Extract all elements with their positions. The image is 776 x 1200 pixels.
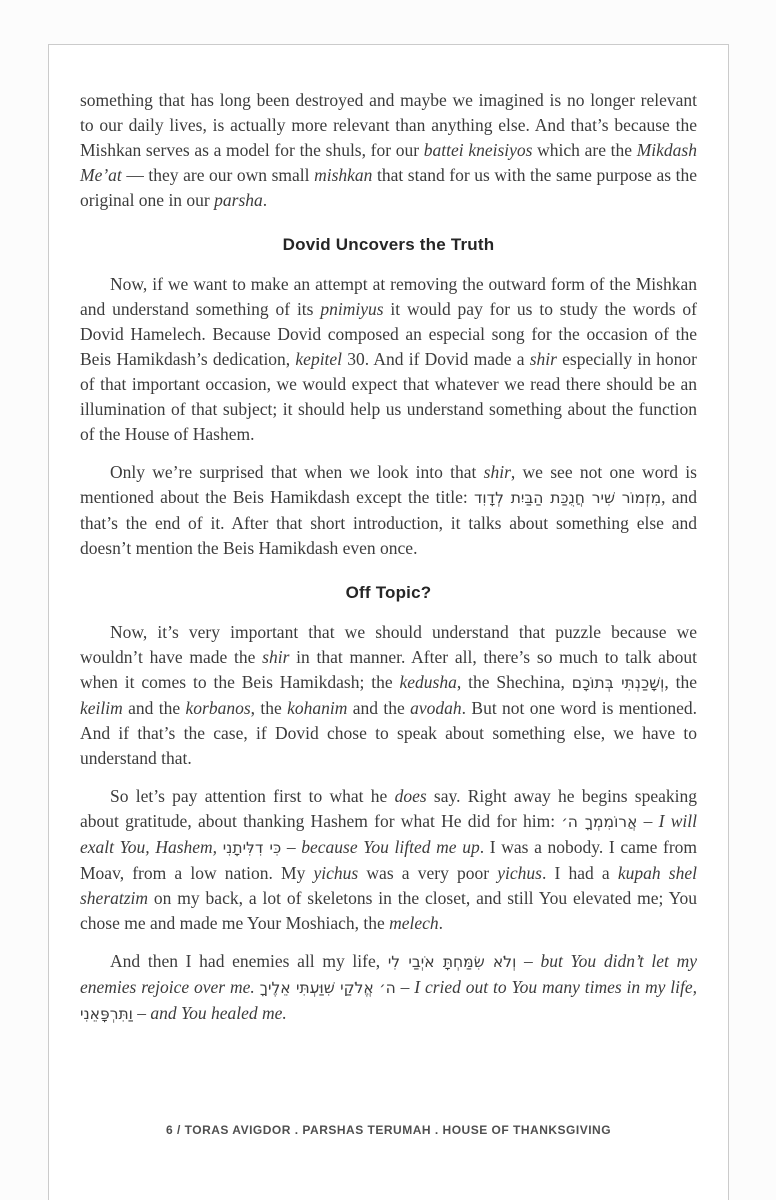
italic-text: pnimiyus bbox=[320, 299, 384, 319]
paragraph bbox=[80, 272, 697, 447]
body-text: So let’s pay attention first to what he bbox=[110, 786, 395, 806]
hebrew-phrase: וְלֹא שִׂמַּחְתָּ אֹיְבַי לִי bbox=[387, 953, 517, 971]
body-text: Only we’re surprised that when we look into that bbox=[110, 462, 484, 482]
body-text: something that has long been destroyed and maybe we imagined is no longer relevant to our daily lives, is actually more relevant than anything else. And that’s because the Mishkan serves as a model for the shuls, for our bbox=[80, 90, 697, 160]
italic-text: does bbox=[394, 786, 427, 806]
body-text: . bbox=[262, 190, 268, 210]
body-text: , and that’s the end of it. After that short introduction, it talks about something else and doesn’t mention the Beis Hamikdash even once. bbox=[80, 487, 697, 558]
body-text: especially in honor of that important occasion, we would expect that whatever we read there should be an illumination of that subject; it should help us understand something about the function of the House of Hashem. bbox=[80, 349, 698, 444]
body-text: , the bbox=[250, 698, 288, 718]
body-text: which are the bbox=[532, 140, 637, 160]
italic-text: kepitel bbox=[295, 349, 343, 369]
italic-text: melech bbox=[389, 913, 439, 933]
italic-text: keilim bbox=[80, 698, 123, 718]
italic-text: korbanos bbox=[185, 698, 251, 718]
body-text: and the bbox=[347, 698, 411, 718]
body-text: – bbox=[637, 811, 659, 831]
paragraph bbox=[80, 949, 697, 1027]
italic-text: kohanim bbox=[287, 698, 348, 718]
body-text: , the Shechina, bbox=[456, 672, 572, 692]
body-text: . bbox=[438, 913, 444, 933]
body-text: was a very poor bbox=[358, 863, 498, 883]
italic-text: mishkan bbox=[314, 165, 373, 185]
body-text: – bbox=[395, 977, 415, 997]
hebrew-phrase: וַתִּרְפָּאֵנִי bbox=[80, 1005, 133, 1023]
page-sheet bbox=[48, 44, 729, 1200]
italic-text: yichus bbox=[313, 863, 359, 883]
body-text: Now, if we want to make an attempt at removing the outward form of the Mishkan and understand something of its bbox=[80, 274, 697, 319]
body-text: in that manner. After all, there’s so much to talk about when it comes to the Beis Hamikdash; the bbox=[80, 647, 697, 692]
italic-text: shir bbox=[262, 647, 290, 667]
hebrew-phrase: אֲרוֹמִמְךָ ה׳ bbox=[561, 813, 638, 831]
paragraph bbox=[80, 460, 697, 561]
hebrew-phrase: מִזְמוֹר שִׁיר חֲנֻכַּת הַבַּיִת לְדָוִד bbox=[473, 489, 662, 507]
body-text: , we see not one word is mentioned about the Beis Hamikdash except the title: bbox=[80, 462, 697, 507]
body-text: . I was a nobody. I came from Moav, from a low nation. My bbox=[80, 837, 698, 883]
italic-text: and You healed me. bbox=[150, 1003, 287, 1023]
body-text: and the bbox=[122, 698, 186, 718]
italic-text: yichus bbox=[497, 863, 542, 883]
section-heading: Dovid Uncovers the Truth bbox=[282, 235, 495, 254]
italic-text: Mikdash Me’at bbox=[80, 140, 697, 185]
body-text: – bbox=[516, 951, 541, 971]
paragraph bbox=[80, 88, 697, 213]
italic-text: kupah shel sheratzim bbox=[80, 863, 697, 908]
body-text: — they are our own small bbox=[121, 165, 315, 185]
italic-text: kedusha bbox=[399, 672, 457, 692]
body-text: And then I had enemies all my life, bbox=[110, 951, 388, 971]
italic-text: because You lifted me up bbox=[301, 837, 480, 857]
body-text: – bbox=[281, 837, 302, 857]
body-text: say. Right away he begins speaking about gratitude, about thanking Hashem for what He did for him: bbox=[80, 786, 697, 831]
italic-text: I cried out to You many times in my life, bbox=[414, 977, 698, 997]
hebrew-phrase: כִּי דִלִּיתָנִי bbox=[222, 839, 282, 857]
body-text: , the bbox=[664, 672, 698, 692]
body-text: Now, it’s very important that we should understand that puzzle because we wouldn’t have made the bbox=[80, 622, 697, 667]
italic-text: parsha bbox=[214, 190, 263, 210]
page-footer: 6 / TORAS AVIGDOR . PARSHAS TERUMAH . HOUSE OF THANKSGIVING bbox=[165, 1123, 612, 1137]
italic-text: but You didn’t let my enemies rejoice over me. bbox=[80, 951, 698, 997]
italic-text: shir bbox=[483, 462, 511, 482]
body-text: . I had a bbox=[541, 863, 618, 883]
italic-text: shir bbox=[529, 349, 557, 369]
body-text: – bbox=[132, 1003, 151, 1023]
italic-text: battei kneisiyos bbox=[423, 140, 533, 160]
body-text: on my back, a lot of skeletons in the closet, and still You elevated me; You chose me and made me Your Moshiach, the bbox=[80, 888, 697, 933]
body-text: that stand for us with the same purpose as the original one in our bbox=[80, 165, 697, 210]
hebrew-phrase: וְשָׁכַנְתִּי בְּתוֹכָם bbox=[571, 674, 665, 692]
italic-text: I will exalt You, Hashem, bbox=[80, 811, 698, 857]
body-text: it would pay for us to study the words of Dovid Hamelech. Because Dovid composed an especial song for the occasion of the Beis Hamikdash’s dedication, bbox=[80, 299, 697, 369]
italic-text: avodah bbox=[410, 698, 462, 718]
paragraph bbox=[80, 784, 697, 936]
body-text: . But not one word is mentioned. And if that’s the case, if Dovid chose to speak about something else, we have to understand that. bbox=[80, 698, 697, 768]
body-text: 30. And if Dovid made a bbox=[342, 349, 530, 369]
hebrew-phrase: ה׳ אֱלֹקַי שִׁוַּעְתִּי אֵלֶיךָ bbox=[259, 979, 396, 997]
paragraph bbox=[80, 620, 697, 771]
section-heading: Off Topic? bbox=[345, 583, 432, 602]
document-body bbox=[80, 88, 697, 1027]
